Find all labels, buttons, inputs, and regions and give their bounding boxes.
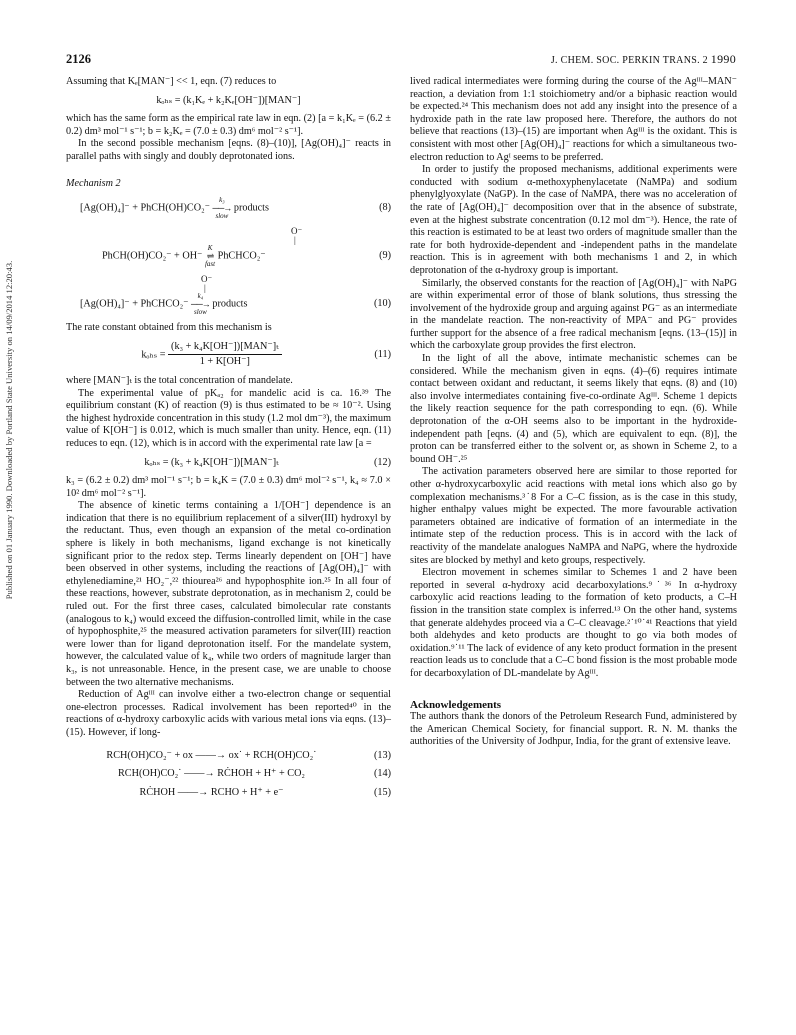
equation-lhs: [Ag(OH)₄]⁻ + PhCH(OH)CO₂⁻: [80, 202, 210, 214]
running-header: [551, 52, 736, 67]
paragraph: In order to justify the proposed mechanisms, additional experiments were conducted with sodium α-methoxyphenylacetate (NaMPa) and sodium phenylglyoxylate (NaGP). In the case of NaMPA, there was no acceleration of the rate of [Ag(OH)₄]⁻ decomposition over that in the absence of substrate, even at the highest substrate concentration (0.12 mol dm⁻³). Hence, the rate of this reaction is estimated to be at least two orders of magnitude smaller than the rate for both hydroxide-dependent and -independent paths in the mandelate reaction. This is in agreement with both mechanisms 1 and 2, in which deprotonation of the α-hydroxy group is important.: [410, 164, 737, 276]
journal-year: 1990: [710, 52, 736, 66]
equation-number: (10): [374, 297, 391, 309]
denominator: 1 + K[OH⁻]: [199, 356, 250, 368]
paragraph: lived radical intermediates were forming during the course of the Agᴵᴵᴵ–MAN⁻ reaction, a deviation from 1:1 stoichiometry and/or a biphasic reaction would be expected.²⁴ This mechanism does not add any insight into the presence of a hydroxide path in the rate law proposed here. Therefore, the authors do not believe that reactions (13)–(15) are important when Agᴵᴵᴵ is the oxidant. This is consistent with most other [Ag(OH)₄]⁻ reactions for which a simultaneous two-electron reduction to Agᴵ seems to be preferred.: [410, 76, 737, 163]
paragraph: Assuming that Kₑ[MAN⁻] << 1, eqn. (7) reduces to: [66, 76, 277, 87]
paragraph: In the second possible mechanism [eqns. (8)–(10)], [Ag(OH)₄]⁻ reacts in parallel paths with singly and doubly deprotonated ions.: [66, 138, 391, 162]
paragraph: k₃ = (6.2 ± 0.2) dm³ mol⁻¹ s⁻¹; b = k₄K = (7.0 ± 0.3) dm⁶ mol⁻² s⁻¹, k₄ ≈ 7.0 × 10² dm⁶ mol⁻² s⁻¹].: [66, 475, 391, 499]
rate-constant-label: k₃: [219, 196, 225, 205]
section-heading: Acknowledgements: [410, 698, 502, 711]
paragraph: which has the same form as the empirical rate law in eqn. (2) [a = k₁Kₑ = (6.2 ± 0.2) dm³ mol⁻¹ s⁻¹; b = k₂Kₑ = (7.0 ± 0.3) dm⁶ mol⁻² s⁻¹].: [66, 113, 391, 137]
mechanism-heading: Mechanism 2: [66, 177, 121, 189]
equation-10: [66, 292, 391, 316]
equation-number: (11): [374, 348, 391, 360]
paragraph: Reduction of Agᴵᴵᴵ can involve either a two-electron change or sequential one-electron processes. Radical involvement has been reported⁴⁰ in the reactions of α-hydroxy carboxylic acids with various metal ions via eqns. (13)–(15). However, if long-: [66, 689, 391, 738]
bond-line: |: [204, 283, 206, 294]
acknowledgements-text: The authors thank the donors of the Petroleum Research Fund, administered by the American Chemical Society, for financial support. R. N. M. thanks the authorities of the University of Jodhpur, India, for the grant of extensive leave.: [410, 711, 737, 748]
equation-number: (13): [374, 749, 391, 761]
equation-body: kₒₕₛ = (k₁Kₑ + k₂Kₑ[OH⁻])[MAN⁻]: [156, 94, 301, 106]
equation: [66, 95, 391, 108]
reaction-arrow: k₃ ──→ slow: [212, 196, 232, 221]
reaction-arrow: k₄ ──→ slow: [191, 292, 210, 317]
condition-label: slow: [215, 212, 229, 221]
equation-number: (14): [374, 768, 391, 780]
paragraph: The experimental value of pKₐ₂ for mandelic acid is ca. 16.³⁹ The equilibrium constant (K) of reaction (9) is thus estimated to be ≈ 10⁻². Using the highest hydroxide concentration in this study (1.2 mol dm⁻³), the maximum value of K[OH⁻] is 0.012, which is much smaller than unity. Hence, eqn. (11) reduces to eqn. (12), which is in accord with the experimental rate law [a =: [66, 387, 391, 449]
journal-name: J. CHEM. SOC. PERKIN TRANS. 2: [550, 55, 708, 66]
paragraph: Similarly, the observed constants for the reaction of [Ag(OH)₄]⁻ with NaPG are within experimental error of those of blank solutions, thus stressing the involvement of the hydroxide group and arguing against PG⁻ as an intermediate in the mandelate reaction. The non-reactivity of MPA⁻ and PG⁻ provides further support for the absence of a free radical mechanism [eqns. (13–(15)] in which the carboxylate group provides the first electron.: [410, 277, 737, 352]
equation-rhs: PhCHCO₂⁻: [217, 250, 266, 262]
equation-9: [66, 244, 391, 268]
condition-label: slow: [194, 308, 207, 317]
equilibrium-constant-label: K: [207, 244, 213, 253]
equation-body: kₒₕₛ = (k₃ + k₄K[OH⁻])[MAN⁻]ₜ: [144, 456, 279, 468]
rate-constant-label: k₄: [197, 292, 204, 301]
download-watermark: [2, 120, 16, 740]
paragraph: The rate constant obtained from this mechanism is: [66, 322, 272, 334]
paragraph: The absence of kinetic terms containing a 1/[OH⁻] dependence is an indication that there is no equilibrium replacement of a silver(III) hydroxyl by the reductant. Thus, even though an expansion of the metal co-ordination sphere is likely in both mechanisms, ligand exchange is not kinetically significant prior to the redox step. Terms linearly dependent on [OH⁻] have been observed in other systems, including the reactions of [Ag(OH)₄]⁻ with ethylenediamine,²¹ HO₂⁻,²² thiourea²⁶ and hypophosphite ion.²⁵ In all four of these reactions, however, substrate deprotonation, as in mechanism 2, could be ruled out. For the first three cases, calculated bimolecular rate constants (analogous to k₄) would exceed the diffusion-controlled limit, while in the case of hypophosphite,²⁵ the measured activation parameters for silver(III) reaction were lower than for ligand deprotonation itself. For the mandelate system, however, the calculated value of k₄, while two orders of magnitude larger than k₃, is not unreasonable. Hence, in the present case, we are unable to choose between the two alternative mechanisms.: [66, 500, 391, 688]
equation-lhs: PhCH(OH)CO₂⁻ + OH⁻: [102, 250, 203, 262]
paragraph: The activation parameters observed here are similar to those reported for other α-hydroxycarboxylic acid reactions with metal ions which also go by complexation mechanisms.³˙8 For a C–C fission, as is the case in this study, higher enthalpy values might be expected. The more favourable activation parameters obtained are indicative of formation of an intermediate in the intimate step of the reduction process. This is in accord with the lack of reactivity of the mandelate analogues NaMPA and NaPG, where the hydroxide sites are blocked by methyl and keto groups, respectively.: [410, 466, 737, 566]
oxide-label: O⁻: [291, 226, 303, 237]
equation-body: RCH(OH)CO₂⁻ + ox ——→ ox˙ + RCH(OH)CO₂˙: [106, 749, 317, 761]
bond-line: |: [294, 235, 296, 246]
fraction: [168, 341, 282, 369]
equation-body: RCH(OH)CO₂˙ ——→ RĊHOH + H⁺ + CO₂: [118, 768, 305, 780]
equation-rhs: products: [212, 298, 248, 310]
equation-number: (12): [374, 456, 391, 468]
equation-14: [66, 768, 391, 781]
condition-label: fast: [204, 260, 216, 269]
equation-rhs: products: [233, 202, 269, 214]
watermark-text: Published on 01 January 1990. Downloaded by Portland State University on 14/09/2014 12:20:43.: [4, 260, 14, 600]
equation-body: RĊHOH ——→ RCHO + H⁺ + e⁻: [139, 786, 284, 798]
numerator: (k₃ + k₄K[OH⁻])[MAN⁻]ₜ: [168, 341, 282, 356]
page-number: 2126: [66, 52, 91, 66]
paragraph: In the light of all the above, intimate mechanistic schemes can be considered. While the mechanism given in eqns. (4)–(6) requires intimate contact between oxidant and reductant, it seems likely that eqns. (8) and (10) also involve intermediates containing five-co-ordinate Agᴵᴵᴵ. Scheme 1 depicts the likely reaction sequence for the path corresponding to eqn. (6). While deprotonation of the α-OH seems also to be important in the hydroxide-independent path [eqns. (4) and (5), which are equivalent to eqn. (8)], the proton can be transferred either to the solvent or, as shown in Scheme 2, to a bound OH⁻.²⁵: [410, 353, 737, 465]
oxide-label: O⁻: [201, 274, 213, 285]
paragraph: Electron movement in schemes similar to Schemes 1 and 2 have been reported in several α-hydroxy acid decarboxylations.⁹˙³⁶ In α-hydroxy carboxylic acid reactions leading to the formation of keto products, a C–H fission in the transition state complex is inferred.¹³ On the other hand, systems that generate aldehydes proceed via a C–C cleavage.²˙¹⁰˙⁴¹ Reactions that yield both aldehydes and keto products are thought to go via both modes of oxidation.⁹˙¹¹ The lack of evidence of any keto product formation in the present reaction leads us to conclude that a C–C bond fission is the most probable mode for decarboxylation of DL-mandelate by Agᴵᴵᴵ.: [410, 567, 737, 679]
equation-11: [66, 341, 391, 369]
equilibrium-arrow: K ⇌ fast: [204, 244, 216, 269]
equation-number: (9): [379, 249, 391, 261]
equation-number: (8): [379, 201, 391, 213]
equation-12: [66, 457, 391, 470]
equation-lhs: [Ag(OH)₄]⁻ + PhCHCO₂⁻: [80, 298, 189, 310]
equation-lhs: kₒₕₛ =: [141, 349, 166, 361]
paragraph: where [MAN⁻]ₜ is the total concentration of mandelate.: [66, 374, 293, 386]
equation-number: (15): [374, 786, 391, 798]
left-column: [66, 76, 391, 805]
equation-15: [66, 787, 391, 800]
equation-8: [66, 196, 391, 220]
equation-13: [66, 750, 391, 763]
right-column: [410, 76, 737, 749]
